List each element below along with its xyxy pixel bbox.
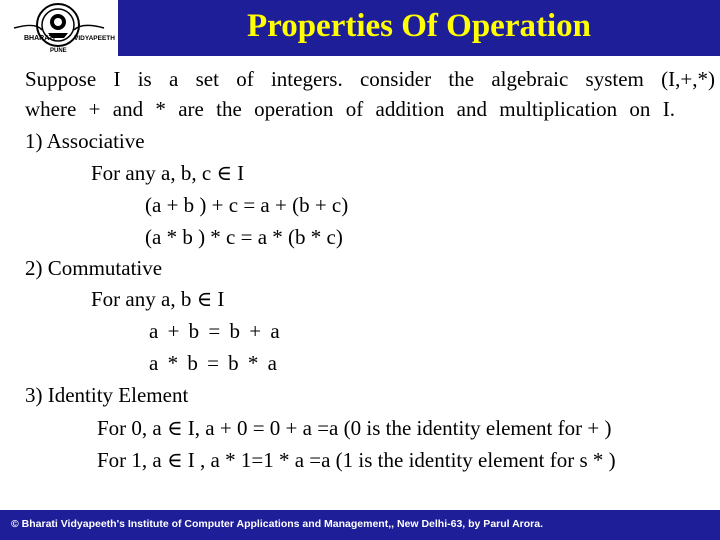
- logo-text-right: VIDYAPEETH: [74, 35, 115, 42]
- associative-line-3: (a * b ) * c = a * (b * c): [145, 225, 343, 249]
- commutative-line-1: For any a, b ∈ I: [91, 287, 225, 311]
- identity-line-1: For 0, a ∈ I, a + 0 = 0 + a =a (0 is the identity element for + ): [97, 416, 612, 440]
- logo-text-left: BHARATI: [24, 35, 55, 42]
- slide-header: [0, 0, 720, 56]
- slide-footer: [0, 510, 720, 540]
- logo-text-bottom: PUNE: [50, 48, 67, 54]
- associative-line-1: For any a, b, c ∈ I: [91, 161, 245, 185]
- intro-line-2: where + and * are the operation of addition and multiplication on I.: [25, 97, 675, 121]
- section-heading-commutative: 2) Commutative: [25, 256, 163, 280]
- footer-copyright: © Bharati Vidyapeeth's Institute of Computer Applications and Management,, New Delhi-63, by Parul Arora.: [11, 518, 544, 530]
- slide-title: Properties Of Operation: [247, 8, 591, 44]
- section-heading-identity: 3) Identity Element: [25, 383, 189, 407]
- identity-line-2: For 1, a ∈ I , a * 1=1 * a =a (1 is the identity element for s * ): [97, 448, 616, 472]
- institute-logo: [0, 0, 118, 56]
- commutative-line-2: a + b = b + a: [149, 319, 280, 343]
- section-heading-associative: 1) Associative: [25, 129, 145, 153]
- commutative-line-3: a * b = b * a: [149, 351, 277, 375]
- intro-line-1: Suppose I is a set of integers. consider the algebraic system (I,+,*): [25, 67, 715, 91]
- bharati-vidyapeeth-logo-icon: [0, 0, 118, 56]
- associative-line-2: (a + b ) + c = a + (b + c): [145, 193, 349, 217]
